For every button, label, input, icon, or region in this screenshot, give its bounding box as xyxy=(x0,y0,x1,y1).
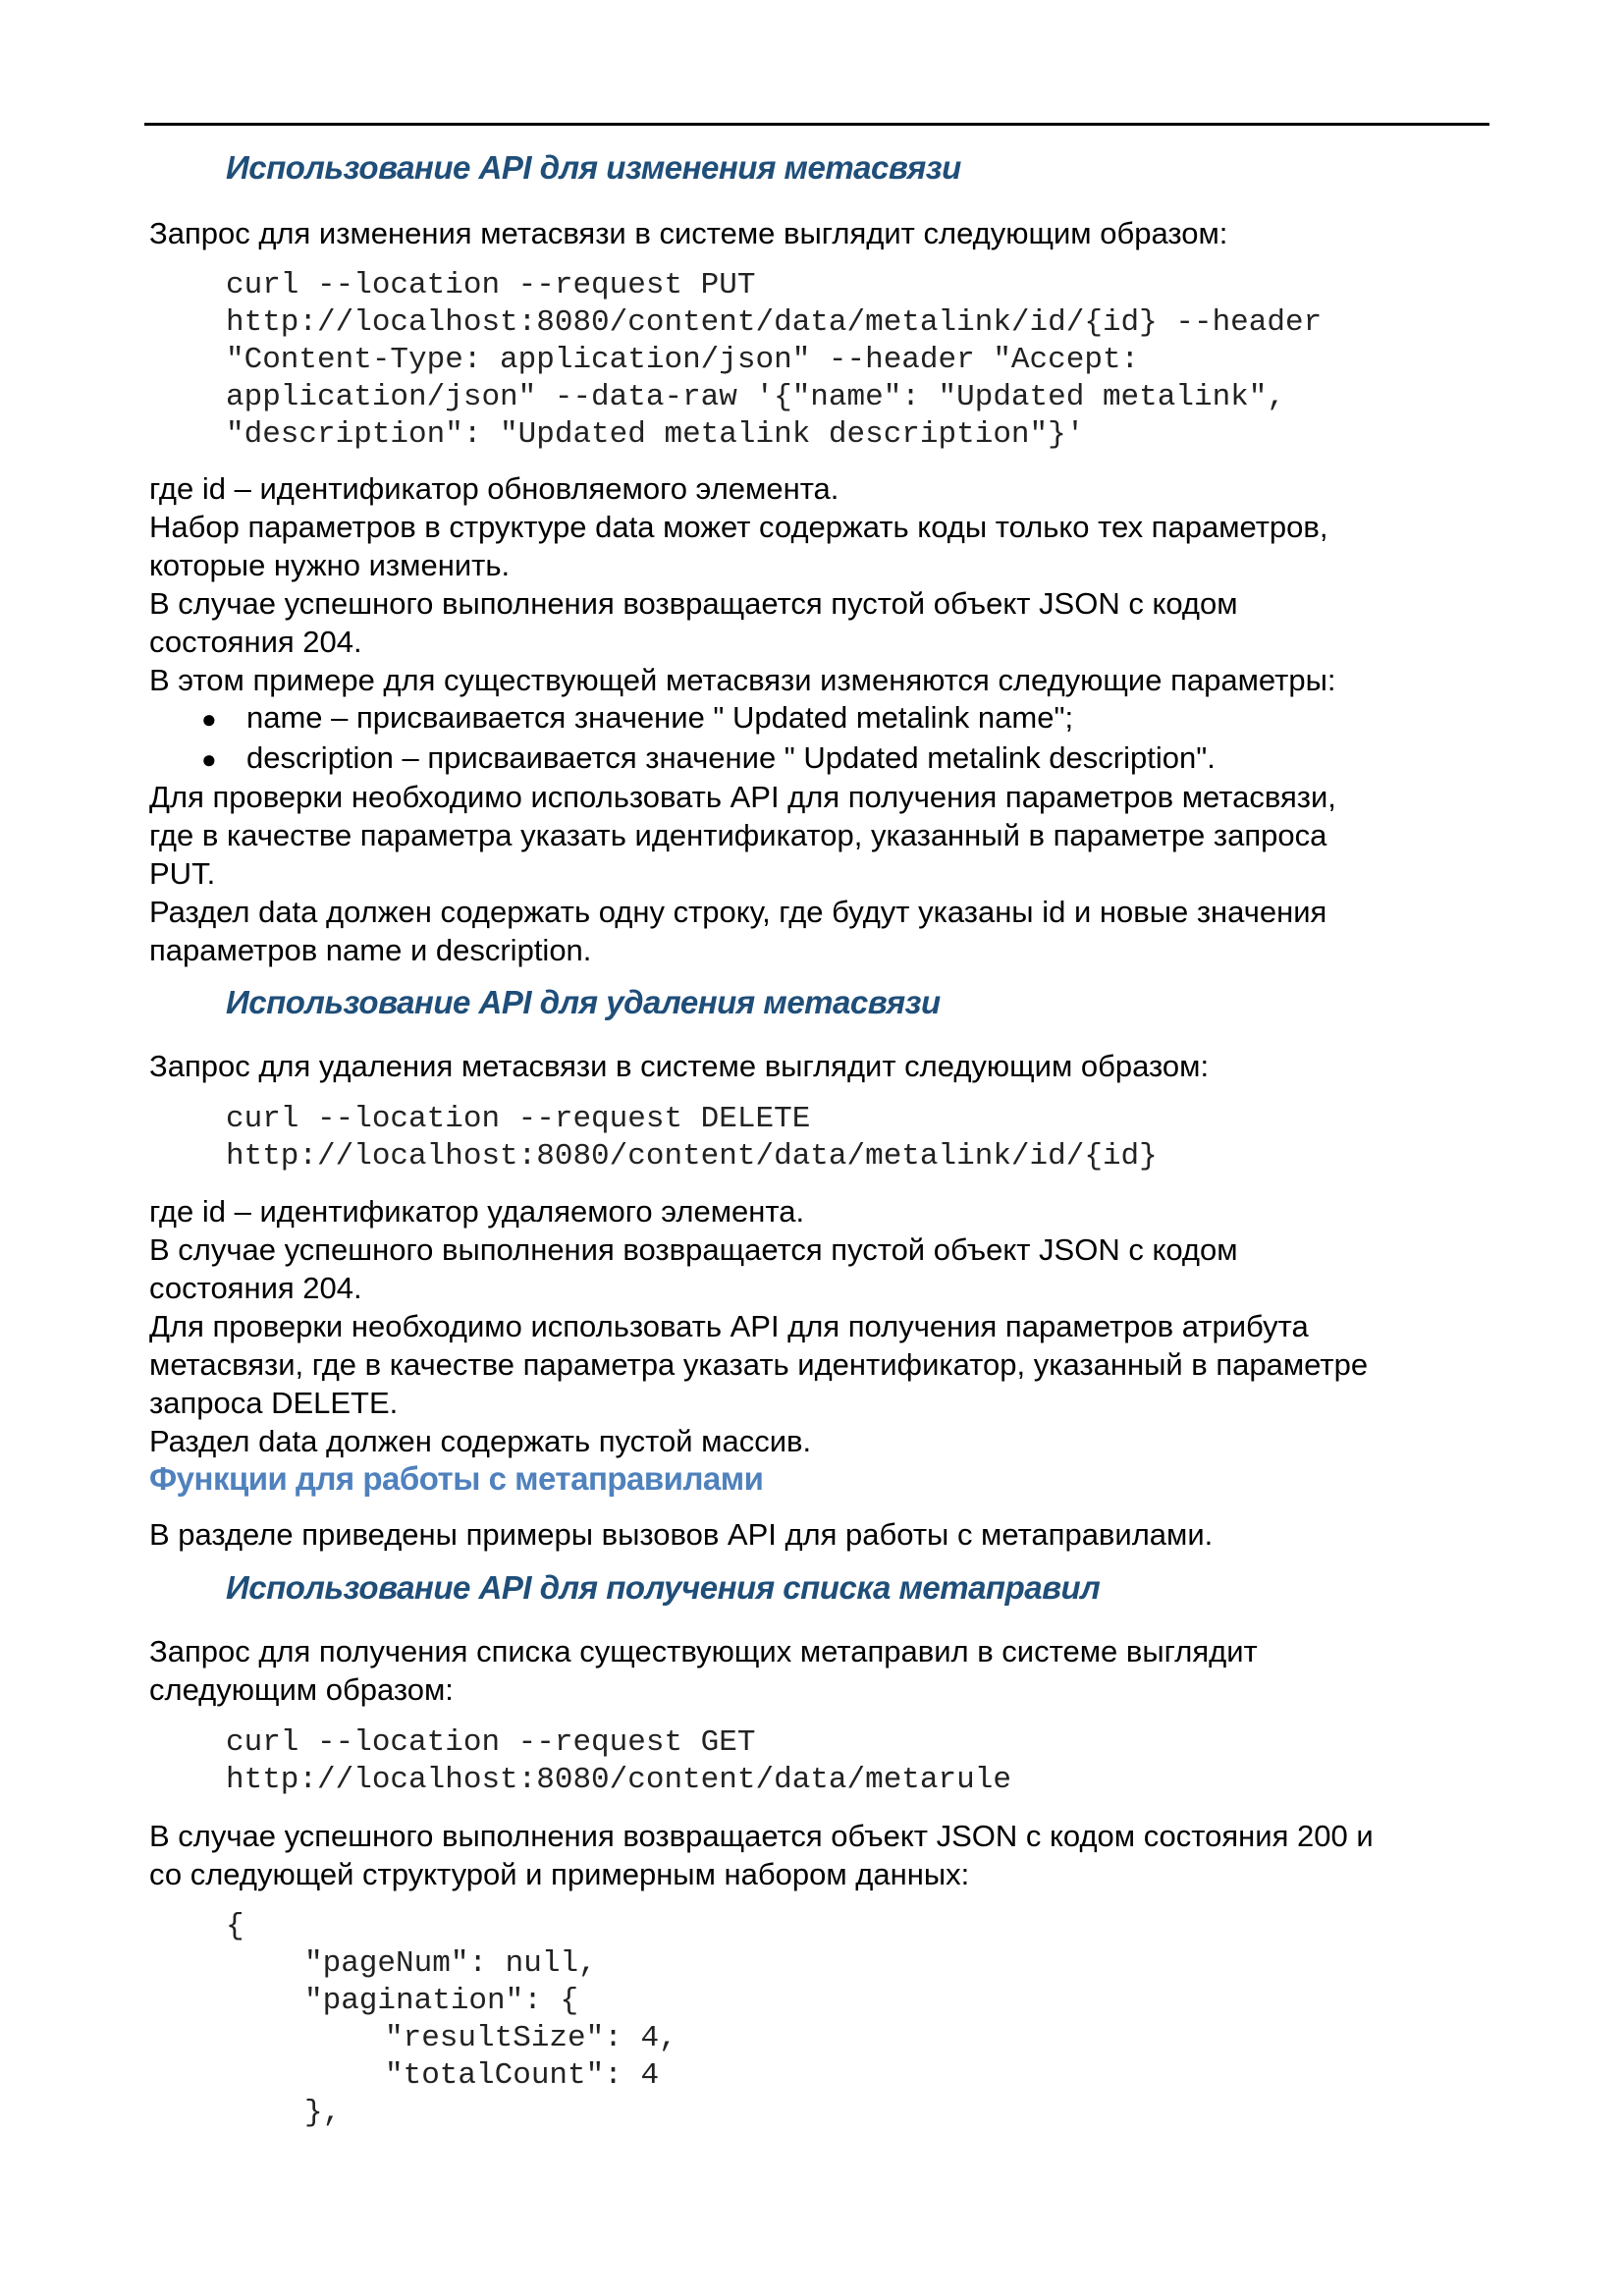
list-code-line: curl --location --request GET xyxy=(226,1725,756,1760)
put-text-line: состояния 204. xyxy=(149,625,362,659)
json-line: "pageNum": null, xyxy=(304,1946,597,1981)
delete-code-line: curl --location --request DELETE xyxy=(226,1102,811,1136)
heading-list-metarules: Использование API для получения списка метаправил xyxy=(226,1569,1101,1606)
delete-text-line: запроса DELETE. xyxy=(149,1386,399,1420)
bullet-icon: ● xyxy=(201,744,217,774)
put-text-line: PUT. xyxy=(149,856,216,891)
delete-text-line: состояния 204. xyxy=(149,1271,362,1305)
list-intro-line: Запрос для получения списка существующих метаправил в системе выглядит xyxy=(149,1634,1258,1668)
list-result-line: со следующей структурой и примерным набором данных: xyxy=(149,1857,970,1891)
delete-text-line: Для проверки необходимо использовать API для получения параметров атрибута xyxy=(149,1309,1309,1343)
bullet-text: name – присваивается значение " Updated metalink name"; xyxy=(246,700,1074,735)
put-intro: Запрос для изменения метасвязи в системе выглядит следующим образом: xyxy=(149,216,1228,250)
metarules-intro: В разделе приведены примеры вызовов API для работы с метаправилами. xyxy=(149,1517,1214,1552)
heading-delete-metalink: Использование API для удаления метасвязи xyxy=(226,984,941,1020)
list-result-line: В случае успешного выполнения возвращается объект JSON с кодом состояния 200 и xyxy=(149,1819,1374,1853)
delete-text-line: метасвязи, где в качестве параметра указать идентификатор, указанный в параметре xyxy=(149,1347,1369,1382)
list-intro-line: следующим образом: xyxy=(149,1672,454,1707)
list-code-line: http://localhost:8080/content/data/metarule xyxy=(226,1763,1011,1797)
put-text-line: которые нужно изменить. xyxy=(149,548,511,582)
put-text-line: Раздел data должен содержать одну строку, где будут указаны id и новые значения xyxy=(149,895,1327,929)
put-code-line: "description": "Updated metalink description"}' xyxy=(226,417,1085,452)
put-text-line: параметров name и description. xyxy=(149,933,592,967)
put-text-line: где в качестве параметра указать идентификатор, указанный в параметре запроса xyxy=(149,818,1327,852)
heading-metarules-functions: Функции для работы с метаправилами xyxy=(149,1460,764,1497)
put-code-line: http://localhost:8080/content/data/metalink/id/{id} --header xyxy=(226,305,1323,340)
delete-code-line: http://localhost:8080/content/data/metalink/id/{id} xyxy=(226,1139,1158,1174)
put-text-line: Для проверки необходимо использовать API для получения параметров метасвязи, xyxy=(149,780,1336,814)
json-line: { xyxy=(226,1909,244,1943)
put-code-line: "Content-Type: application/json" --header "Accept: xyxy=(226,343,1140,377)
json-line: "resultSize": 4, xyxy=(385,2021,677,2055)
put-text-line: В случае успешного выполнения возвращается пустой объект JSON с кодом xyxy=(149,586,1238,621)
delete-text-line: Раздел data должен содержать пустой массив. xyxy=(149,1424,812,1458)
bullet-text: description – присваивается значение " Updated metalink description". xyxy=(246,740,1216,775)
put-text-line: Набор параметров в структуре data может содержать коды только тех параметров, xyxy=(149,510,1328,544)
put-code-line: application/json" --data-raw '{"name": "Updated metalink", xyxy=(226,380,1285,414)
json-line: }, xyxy=(304,2096,342,2130)
bullet-item xyxy=(201,738,1216,779)
heading-update-metalink: Использование API для изменения метасвязи xyxy=(226,149,961,186)
bullet-item xyxy=(201,698,1073,738)
json-line: "pagination": { xyxy=(304,1984,579,2018)
put-text-line: В этом примере для существующей метасвязи изменяются следующие параметры: xyxy=(149,663,1336,697)
delete-intro: Запрос для удаления метасвязи в системе выглядит следующим образом: xyxy=(149,1049,1210,1083)
delete-text-line: где id – идентификатор удаляемого элемента. xyxy=(149,1194,805,1229)
json-line: "totalCount": 4 xyxy=(385,2058,660,2093)
put-code-line: curl --location --request PUT xyxy=(226,268,756,302)
delete-text-line: В случае успешного выполнения возвращается пустой объект JSON с кодом xyxy=(149,1232,1238,1267)
bullet-icon: ● xyxy=(201,704,217,734)
put-text-line: где id – идентификатор обновляемого элемента. xyxy=(149,471,839,506)
header-rule xyxy=(144,123,1489,126)
